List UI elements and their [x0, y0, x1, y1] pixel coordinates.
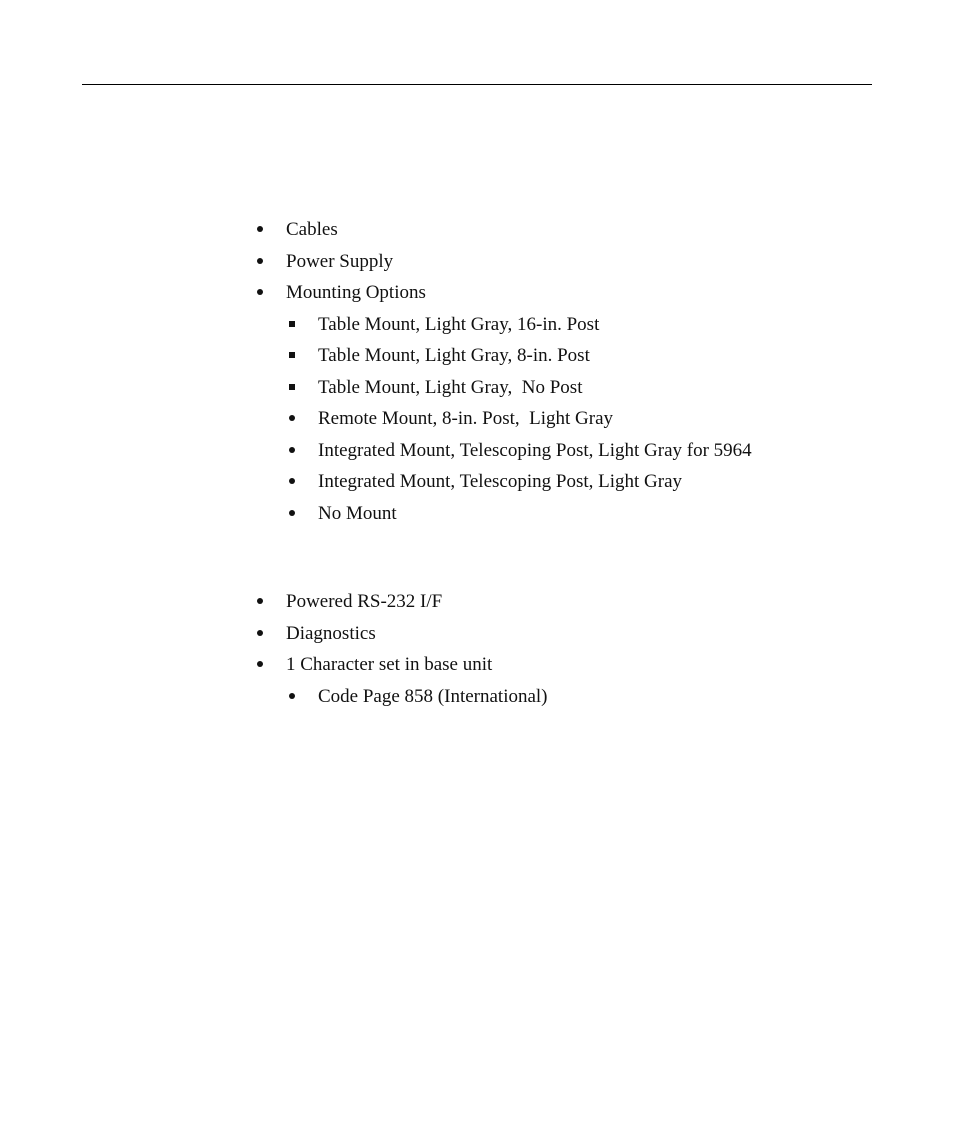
bullet-square-icon: [286, 378, 298, 398]
list-item-text: Code Page 858 (International): [318, 685, 548, 707]
list-item-text: Mounting Options: [286, 282, 426, 303]
bullet-disc-icon: [286, 441, 298, 461]
list-item-text: 1 Character set in base unit: [286, 654, 493, 675]
bullet-disc-icon: [254, 624, 266, 644]
bullet-disc-icon: [254, 252, 266, 272]
bullet-disc-icon: [254, 283, 266, 303]
list-item-text: Integrated Mount, Telescoping Post, Light Gray: [318, 471, 683, 492]
bullet-square-icon: [286, 315, 298, 335]
bullet-disc-icon: [254, 655, 266, 675]
list-item-text: Table Mount, Light Gray, 8-in. Post: [318, 345, 590, 366]
list-item-text: Cables: [286, 219, 338, 240]
list-item-text: Table Mount, Light Gray, No Post: [318, 376, 583, 398]
bullet-disc-icon: [286, 409, 298, 429]
bullet-disc-icon: [254, 592, 266, 612]
bullet-disc-icon: [286, 687, 298, 707]
list-item-text: Integrated Mount, Telescoping Post, Light Gray for 5964: [318, 439, 752, 461]
list-item-text: Table Mount, Light Gray, 16-in. Post: [318, 313, 600, 335]
bullet-disc-icon: [286, 472, 298, 492]
bullet-disc-icon: [286, 504, 298, 524]
list-item-text: Power Supply: [286, 250, 394, 272]
list-item-text: Remote Mount, 8-in. Post, Light Gray: [318, 408, 614, 429]
list-item-text: Diagnostics: [286, 622, 376, 644]
header-rule: [82, 84, 872, 85]
bullet-disc-icon: [254, 220, 266, 240]
list-item-text: No Mount: [318, 502, 397, 524]
bullet-square-icon: [286, 346, 298, 366]
list-item-text: Powered RS-232 I/F: [286, 591, 443, 612]
